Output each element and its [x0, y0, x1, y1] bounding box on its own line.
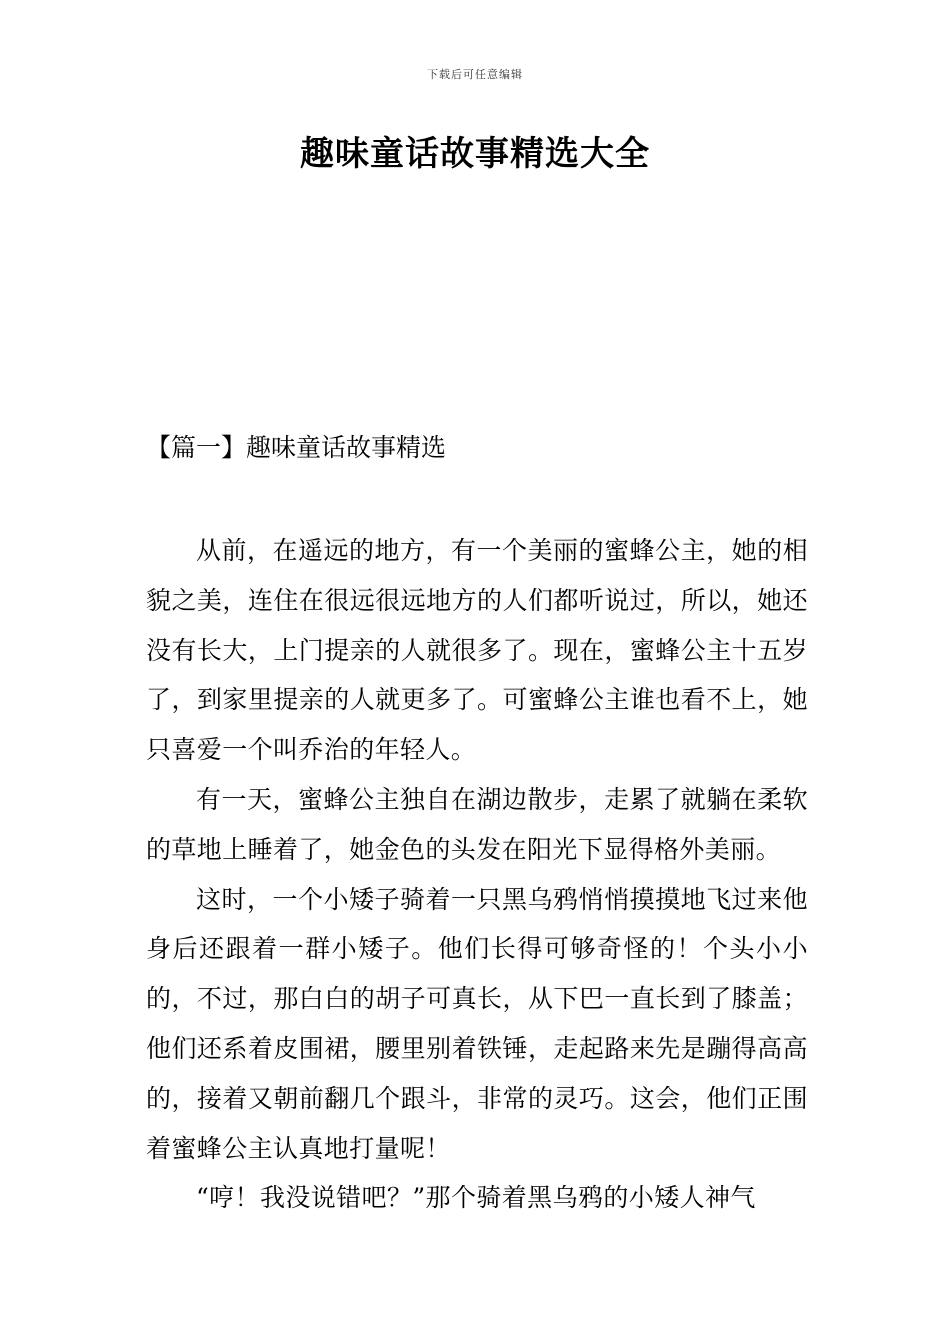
body-text — [146, 526, 808, 1223]
section-heading: 【篇一】趣味童话故事精选 — [146, 433, 447, 462]
paragraph: 从前，在遥远的地方，有一个美丽的蜜蜂公主，她的相貌之美，连住在很远很远地方的人们都听说过，所以，她还没有长大，上门提亲的人就很多了。现在，蜜蜂公主十五岁了，到家里提亲的人就更多了。可蜜蜂公主谁也看不上，她只喜爱一个叫乔治的年轻人。 — [146, 536, 808, 765]
paragraph: 有一天，蜜蜂公主独自在湖边散步，走累了就躺在柔软的草地上睡着了，她金色的头发在阳光下显得格外美丽。 — [146, 784, 808, 864]
header-note: 下载后可任意编辑 — [427, 68, 523, 81]
paragraph: “哼！我没说错吧？”那个骑着黑乌鸦的小矮人神气 — [196, 1183, 756, 1213]
document-title: 趣味童话故事精选大全 — [300, 134, 650, 174]
paragraph: 这时，一个小矮子骑着一只黑乌鸦悄悄摸摸地飞过来他身后还跟着一群小矮子。他们长得可够奇怪的！个头小小的，不过，那白白的胡子可真长，从下巴一直长到了膝盖；他们还系着皮围裙，腰里别着铁锤，走起路来先是蹦得高高的，接着又朝前翻几个跟斗，非常的灵巧。这会，他们正围着蜜蜂公主认真地打量呢！ — [146, 884, 808, 1163]
